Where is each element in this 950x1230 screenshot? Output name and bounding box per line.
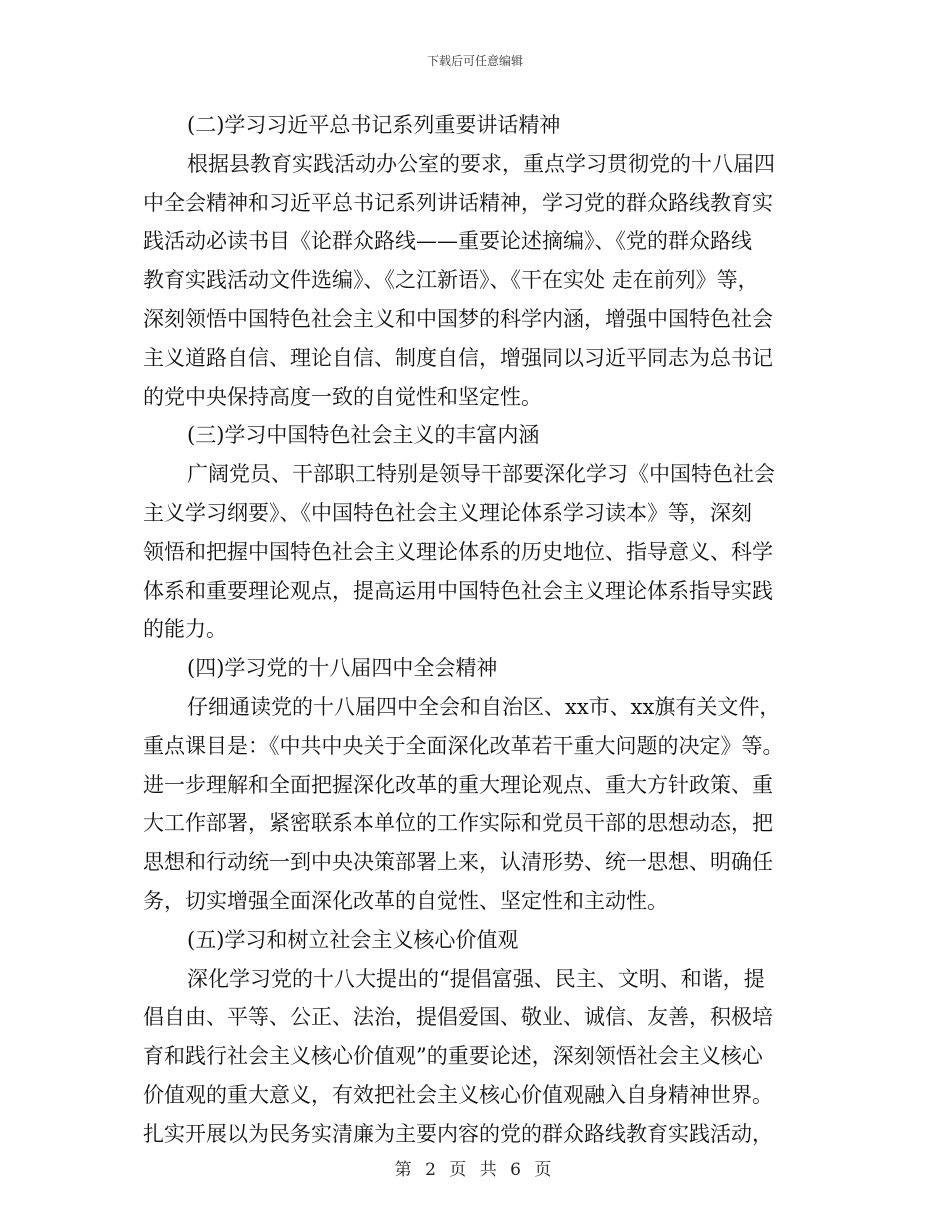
- paragraph-line: 体系和重要理论观点，提高运用中国特色社会主义理论体系指导实践: [143, 578, 773, 603]
- paragraph-line: 广阔党员、干部职工特别是领导干部要深化学习《中国特色社会: [187, 462, 775, 487]
- paragraph-line: 领悟和把握中国特色社会主义理论体系的历史地位、指导意义、科学: [143, 539, 773, 564]
- section-heading: (五)学习和树立社会主义核心价值观: [187, 927, 519, 952]
- page-number: 第 2 页 共 6 页: [394, 1160, 556, 1180]
- section-heading: (三)学习中国特色社会主义的丰富内涵: [187, 423, 540, 448]
- paragraph-line: 的能力。: [143, 617, 227, 642]
- paragraph-line: 践活动必读书目《论群众路线——重要论述摘编》、《党的群众路线: [143, 229, 752, 254]
- paragraph-line: 仔细通读党的十八届四中全会和自治区、xx市、xx旗有关文件，: [187, 694, 781, 719]
- paragraph-line: 中全会精神和习近平总书记系列讲话精神，学习党的群众路线教育实: [143, 190, 773, 215]
- paragraph-line: 主义道路自信、理论自信、制度自信，增强同以习近平同志为总书记: [143, 345, 773, 370]
- section-heading: (二)学习习近平总书记系列重要讲话精神: [187, 113, 561, 137]
- paragraph-line: 思想和行动统一到中央决策部署上来，认清形势、统一思想、明确任: [143, 850, 773, 875]
- section-heading: (四)学习党的十八届四中全会精神: [187, 656, 498, 681]
- paragraph-line: 扎实开展以为民务实清廉为主要内容的党的群众路线教育实践活动，: [143, 1121, 773, 1146]
- page-header-note: 下载后可任意编辑: [426, 54, 523, 68]
- document-body: [143, 106, 813, 1154]
- paragraph-line: 价值观的重大意义，有效把社会主义核心价值观融入自身精神世界。: [143, 1082, 773, 1107]
- paragraph-line: 主义学习纲要》、《中国特色社会主义理论体系学习读本》等，深刻: [143, 500, 752, 525]
- paragraph-line: 务，切实增强全面深化改革的自觉性、坚定性和主动性。: [143, 888, 668, 913]
- paragraph-line: 深刻领悟中国特色社会主义和中国梦的科学内涵，增强中国特色社会: [143, 306, 773, 331]
- paragraph-line: 深化学习党的十八大提出的“提倡富强、民主、文明、和谐，提: [187, 966, 765, 991]
- paragraph-line: 进一步理解和全面把握深化改革的重大理论观点、重大方针政策、重: [143, 772, 773, 797]
- paragraph-line: 育和践行社会主义核心价值观”的重要论述，深刻领悟社会主义核心: [143, 1044, 763, 1069]
- paragraph-line: 倡自由、平等、公正、法治，提倡爱国、敬业、诚信、友善，积极培: [143, 1005, 773, 1030]
- paragraph-line: 根据县教育实践活动办公室的要求，重点学习贯彻党的十八届四: [187, 151, 775, 176]
- paragraph-line: 教育实践活动文件选编》、《之江新语》、《干在实处 走在前列》等，: [143, 268, 759, 293]
- paragraph-line: 的党中央保持高度一致的自觉性和坚定性。: [143, 384, 542, 409]
- paragraph-line: 大工作部署，紧密联系本单位的工作实际和党员干部的思想动态，把: [143, 811, 773, 836]
- paragraph-line: 重点课目是：《中共中央关于全面深化改革若干重大问题的决定》等。: [143, 733, 784, 758]
